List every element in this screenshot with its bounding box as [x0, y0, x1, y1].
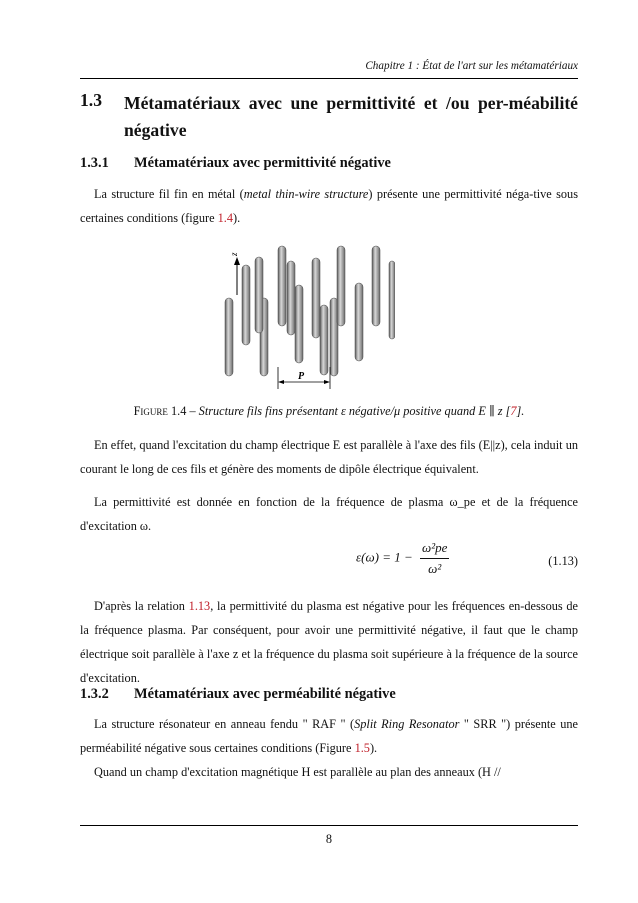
z-axis-label: z [229, 252, 239, 256]
wire [337, 246, 345, 326]
page-number: 8 [325, 832, 333, 846]
dimension-arrow-left-icon [278, 380, 284, 384]
header-rule [80, 78, 578, 79]
paragraph-relation: D'après la relation 1.13, la permittivité du plasma est négative pour les fréquences en-dessous de la fréquence plasma. Par conséquent, pour avoir une permittivité négative, il faut que le champ électrique soit parallèle à l'axe z et la fréquence du plasma soit supérieure à la fréquence de la source d'excitation. [80, 599, 578, 685]
wire [295, 285, 303, 363]
paragraph-permittivity: La permittivité est donnée en fonction de la fréquence de plasma ω_pe et de la fréquence d'excitation ω. [80, 495, 578, 533]
wire [242, 265, 250, 345]
running-header: Chapitre 1 : État de l'art sur les métamatériaux [365, 60, 578, 72]
equation-ref-link[interactable]: 1.13 [188, 599, 211, 613]
subsection-title: Métamatériaux avec perméabilité négative [134, 686, 396, 702]
paragraph-intro: La structure fil fin en métal (metal thin-wire structure) présente une permittivité néga-tive sous certaines conditions (figure 1.4). [80, 187, 578, 225]
equation-block [80, 540, 578, 580]
wire [320, 305, 328, 375]
wire [278, 246, 286, 326]
figure-ref-link[interactable]: 1.5 [354, 741, 370, 755]
figure-caption: Figure 1.4 – Structure fils fins présentant ε négative/μ positive quand E ∥ z [7]. [133, 404, 525, 418]
equation-denominator: ω² [428, 561, 442, 576]
wire [255, 257, 263, 333]
figure-ref-link[interactable]: 1.4 [217, 211, 233, 225]
paragraph-magnetic: Quand un champ d'excitation magnétique H est parallèle au plan des anneaux (H // [94, 765, 501, 779]
wire [312, 258, 320, 338]
wire [287, 261, 295, 335]
footer-rule [80, 825, 578, 826]
equation-number: (1.13) [548, 554, 578, 568]
subsection-number: 1.3.2 [80, 686, 109, 702]
dimension-label: P [297, 371, 305, 382]
wire [355, 283, 363, 361]
citation-link[interactable]: 7 [510, 404, 517, 418]
wire [225, 298, 233, 376]
paragraph-explanation: En effet, quand l'excitation du champ électrique E est parallèle à l'axe des fils (E||z), cela induit un courant le long de ces fils et génère des moments de dipôle électrique équivalent. [80, 438, 578, 476]
subsection-number: 1.3.1 [80, 155, 109, 171]
wire [372, 246, 380, 326]
dimension-arrow-right-icon [324, 380, 330, 384]
section-title: Métamatériaux avec une permittivité et /ou per-méabilité négative [124, 93, 578, 140]
section-number: 1.3 [80, 90, 102, 110]
wire-structure-figure [215, 243, 395, 391]
wire [389, 261, 395, 339]
z-axis-arrow-icon [234, 257, 240, 265]
equation-numerator: ω²pe [420, 540, 449, 559]
equation-formula: ε(ω) = 1 − $\frac{\text{ω²pe}}{\text{ω²}}$ [356, 540, 448, 576]
wire-group [225, 246, 395, 376]
subsection-title: Métamatériaux avec permittivité négative [134, 155, 391, 171]
paragraph-srr: La structure résonateur en anneau fendu " RAF " (Split Ring Resonator " SRR ") présente une perméabilité négative sous certaines conditions (Figure 1.5). [80, 717, 578, 755]
